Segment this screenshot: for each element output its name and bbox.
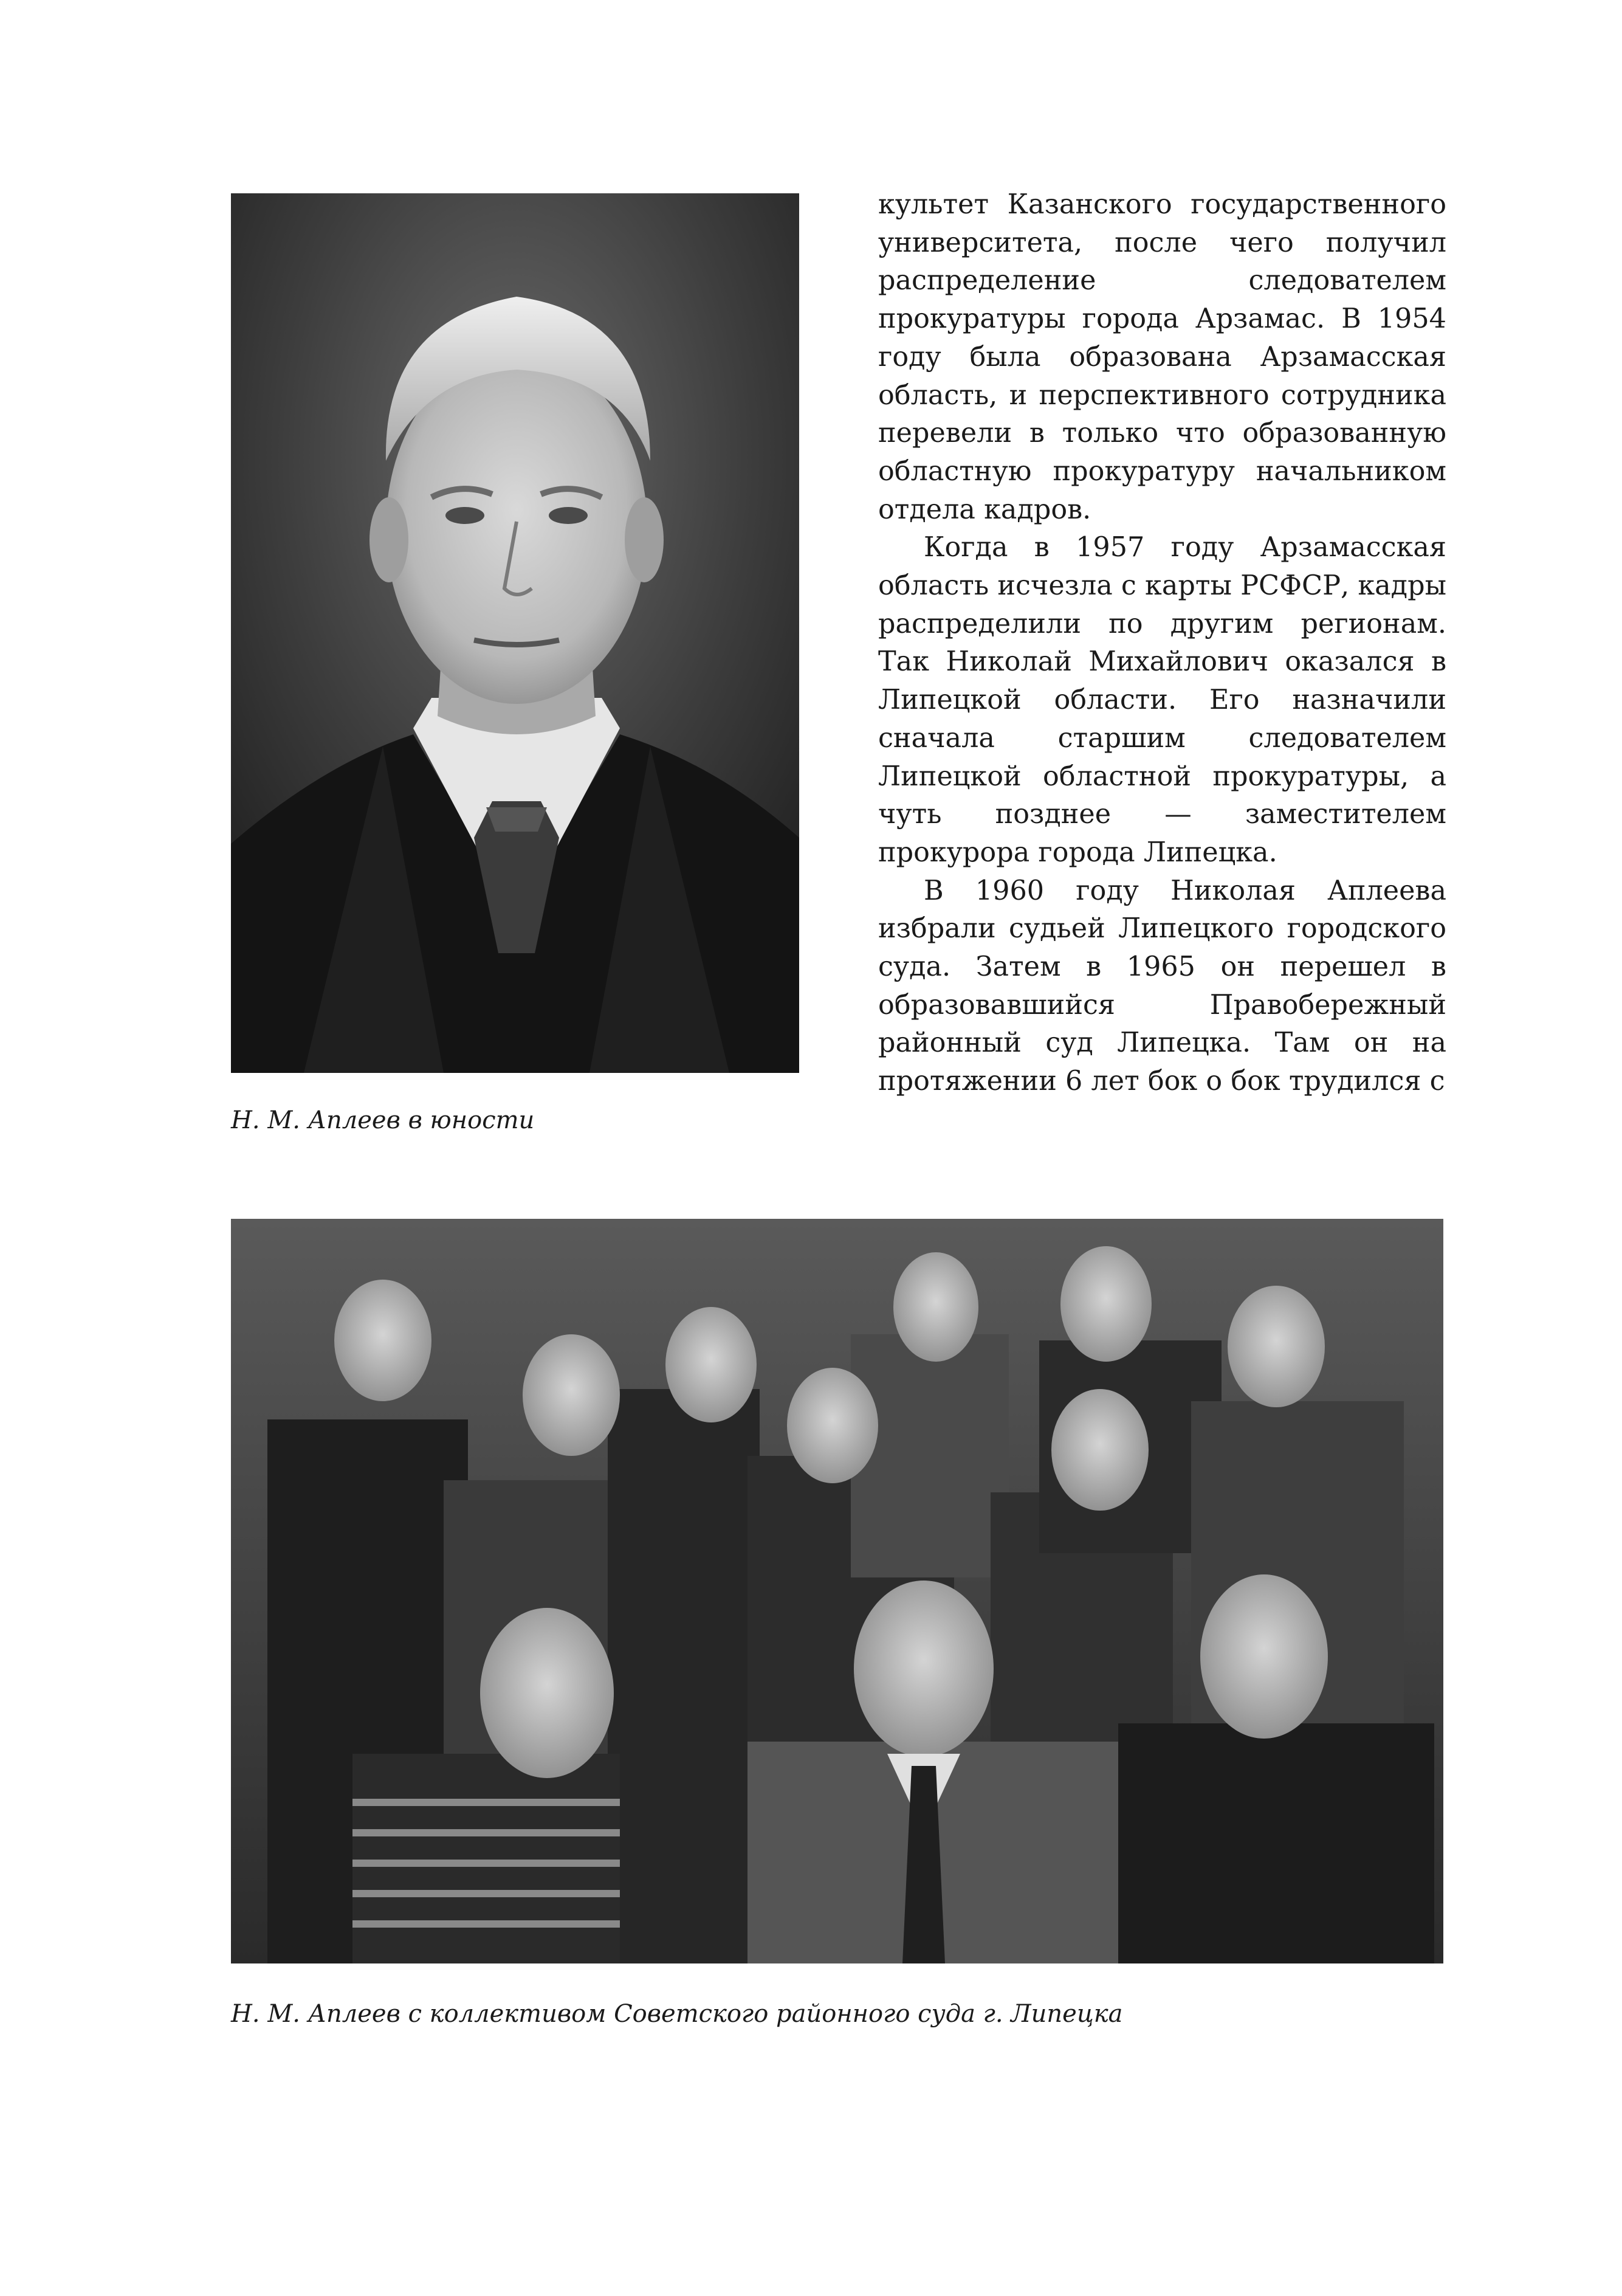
group-image (231, 1219, 1443, 1963)
paragraph-2: Когда в 1957 году Арзамасская область исчезла с карты РСФСР, кадры распределили по другим регионам. Так Николай Михайлович оказался в Липецкой области. Его назначили сначала старшим следователем Липецкой областной прокуратуры, а чуть позднее — заместителем прокурора города Липецка. (878, 532, 1446, 868)
portrait-image (231, 193, 799, 1073)
group-photo-caption: Н. М. Аплеев с коллективом Советского районного суда г. Липецка (231, 2000, 1123, 2028)
paragraph-3: В 1960 году Николая Аплеева избрали судьей Липецкого городского суда. Затем в 1965 он перешел в образовавшийся Правобережный районный суд Липецка. Там он на протяжении 6 лет бок о бок трудился с (878, 875, 1446, 1097)
portrait-caption: Н. М. Аплеев в юности (231, 1106, 535, 1134)
paragraph-1: культет Казанского государственного университета, после чего получил распределение следователем прокуратуры города Арзамас. В 1954 году была образована Арзамасская область, и перспективного сотрудника перевели в только что образованную областную прокуратуру начальником отдела кадров. (878, 189, 1446, 525)
group-photo (231, 1219, 1443, 1963)
portrait-photo (231, 193, 799, 1073)
body-text (878, 186, 1446, 1101)
